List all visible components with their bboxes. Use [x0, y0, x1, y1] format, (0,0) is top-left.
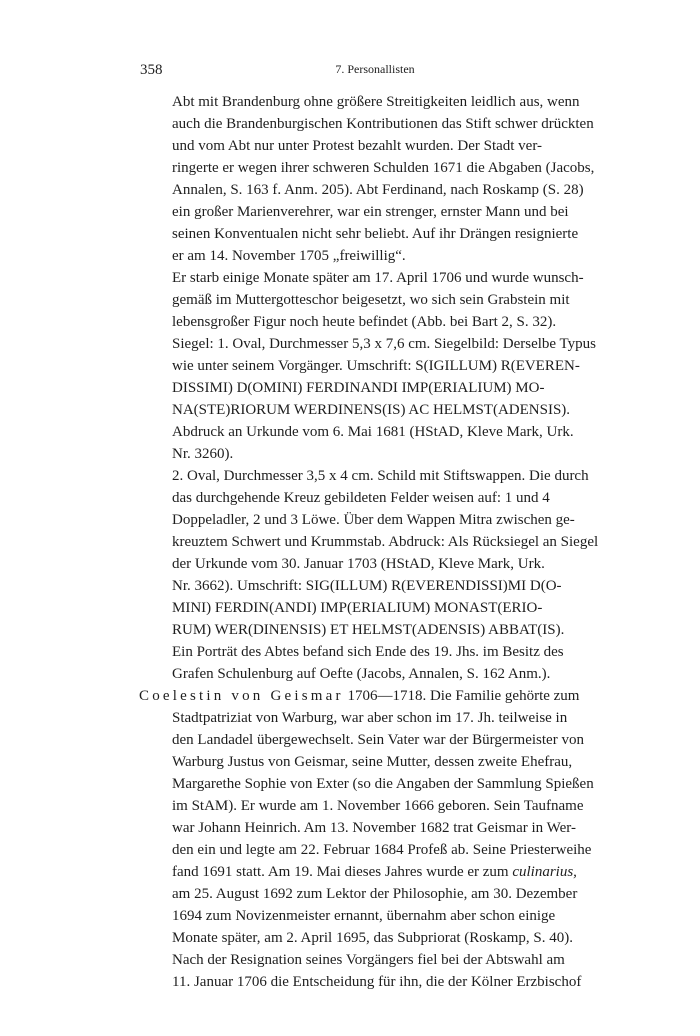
- text-line: [172, 862, 577, 884]
- entry-dates: 1706—1718. Die Familie gehörte zum: [343, 688, 580, 704]
- text-line: RUM) WER(DINENSIS) ET HELMST(ADENSIS) ABBAT(IS).: [172, 622, 565, 638]
- text-line: Grafen Schulenburg auf Oefte (Jacobs, Annalen, S. 162 Anm.).: [172, 666, 551, 682]
- text-line: lebensgroßer Figur noch heute befindet (Abb. bei Bart 2, S. 32).: [172, 314, 557, 330]
- text-line: den Landadel übergewechselt. Sein Vater war der Bürgermeister von: [172, 732, 584, 748]
- running-head: 7. Personallisten: [335, 62, 415, 76]
- text-line: Margarethe Sophie von Exter (so die Angaben der Sammlung Spießen: [172, 776, 594, 792]
- text-line: gemäß im Muttergotteschor beigesetzt, wo sich sein Grabstein mit: [172, 292, 570, 308]
- entry-heading-line: [139, 686, 579, 708]
- text-line: war Johann Heinrich. Am 13. November 1682 trat Geismar in Wer-: [172, 820, 576, 836]
- text-line: wie unter seinem Vorgänger. Umschrift: S(IGILLUM) R(EVEREN-: [172, 358, 580, 374]
- text-line: im StAM). Er wurde am 1. November 1666 geboren. Sein Taufname: [172, 798, 584, 814]
- text-line: das durchgehende Kreuz gebildeten Felder weisen auf: 1 und 4: [172, 490, 550, 506]
- entry-name: Coelestin von Geismar: [139, 688, 344, 704]
- text-line: Nach der Resignation seines Vorgängers fiel bei der Abtswahl am: [172, 952, 565, 968]
- text-line: am 25. August 1692 zum Lektor der Philosophie, am 30. Dezember: [172, 886, 578, 902]
- text-line: er am 14. November 1705 „freiwillig“.: [172, 248, 406, 264]
- emphasized-term: culinarius,: [512, 864, 577, 880]
- text-line: den ein und legte am 22. Februar 1684 Profeß ab. Seine Priesterweihe: [172, 842, 592, 858]
- page-header: [140, 62, 610, 82]
- text-line: Nr. 3260).: [172, 446, 234, 462]
- text-line: auch die Brandenburgischen Kontributionen das Stift schwer drückten: [172, 116, 594, 132]
- text-line: 2. Oval, Durchmesser 3,5 x 4 cm. Schild mit Stiftswappen. Die durch: [172, 468, 589, 484]
- text-line: NA(STE)RIORUM WERDINENS(IS) AC HELMST(ADENSIS).: [172, 402, 571, 418]
- text-line: Monate später, am 2. April 1695, das Subpriorat (Roskamp, S. 40).: [172, 930, 574, 946]
- text-line: Annalen, S. 163 f. Anm. 205). Abt Ferdinand, nach Roskamp (S. 28): [172, 182, 584, 198]
- text-line: Stadtpatriziat von Warburg, war aber schon im 17. Jh. teilweise in: [172, 710, 568, 726]
- text-line: seinen Konventualen nicht sehr beliebt. Auf ihr Drängen resignierte: [172, 226, 579, 242]
- text-line: Er starb einige Monate später am 17. April 1706 und wurde wunsch-: [172, 270, 584, 286]
- text-line: ein großer Marienverehrer, war ein strenger, ernster Mann und bei: [172, 204, 569, 220]
- text-line: Nr. 3662). Umschrift: SIG(ILLUM) R(EVERENDISSI)MI D(O-: [172, 578, 562, 594]
- page-number: 358: [140, 62, 163, 78]
- text-line: Doppeladler, 2 und 3 Löwe. Über dem Wappen Mitra zwischen ge-: [172, 512, 575, 528]
- text-line: 1694 zum Novizenmeister ernannt, übernahm aber schon einige: [172, 908, 556, 924]
- text-line: DISSIMI) D(OMINI) FERDINANDI IMP(ERIALIUM) MO-: [172, 380, 545, 396]
- text-run: fand 1691 statt. Am 19. Mai dieses Jahres wurde er zum: [172, 864, 509, 880]
- text-line: Abt mit Brandenburg ohne größere Streitigkeiten leidlich aus, wenn: [172, 94, 580, 110]
- text-line: Siegel: 1. Oval, Durchmesser 5,3 x 7,6 cm. Siegelbild: Derselbe Typus: [172, 336, 597, 352]
- text-line: der Urkunde vom 30. Januar 1703 (HStAD, Kleve Mark, Urk.: [172, 556, 545, 572]
- text-line: und vom Abt nur unter Protest bezahlt wurden. Der Stadt ver-: [172, 138, 543, 154]
- text-line: MINI) FERDIN(ANDI) IMP(ERIALIUM) MONAST(ERIO-: [172, 600, 543, 616]
- text-line: 11. Januar 1706 die Entscheidung für ihn, die der Kölner Erzbischof: [172, 974, 582, 990]
- text-line: Ein Porträt des Abtes befand sich Ende des 19. Jhs. im Besitz des: [172, 644, 564, 660]
- text-line: ringerte er wegen ihrer schweren Schulden 1671 die Abgaben (Jacobs,: [172, 160, 595, 176]
- text-line: Abdruck an Urkunde vom 6. Mai 1681 (HStAD, Kleve Mark, Urk.: [172, 424, 574, 440]
- text-line: Warburg Justus von Geismar, seine Mutter, dessen zweite Ehefrau,: [172, 754, 573, 770]
- text-line: kreuztem Schwert und Krummstab. Abdruck: Als Rücksiegel an Siegel: [172, 534, 599, 550]
